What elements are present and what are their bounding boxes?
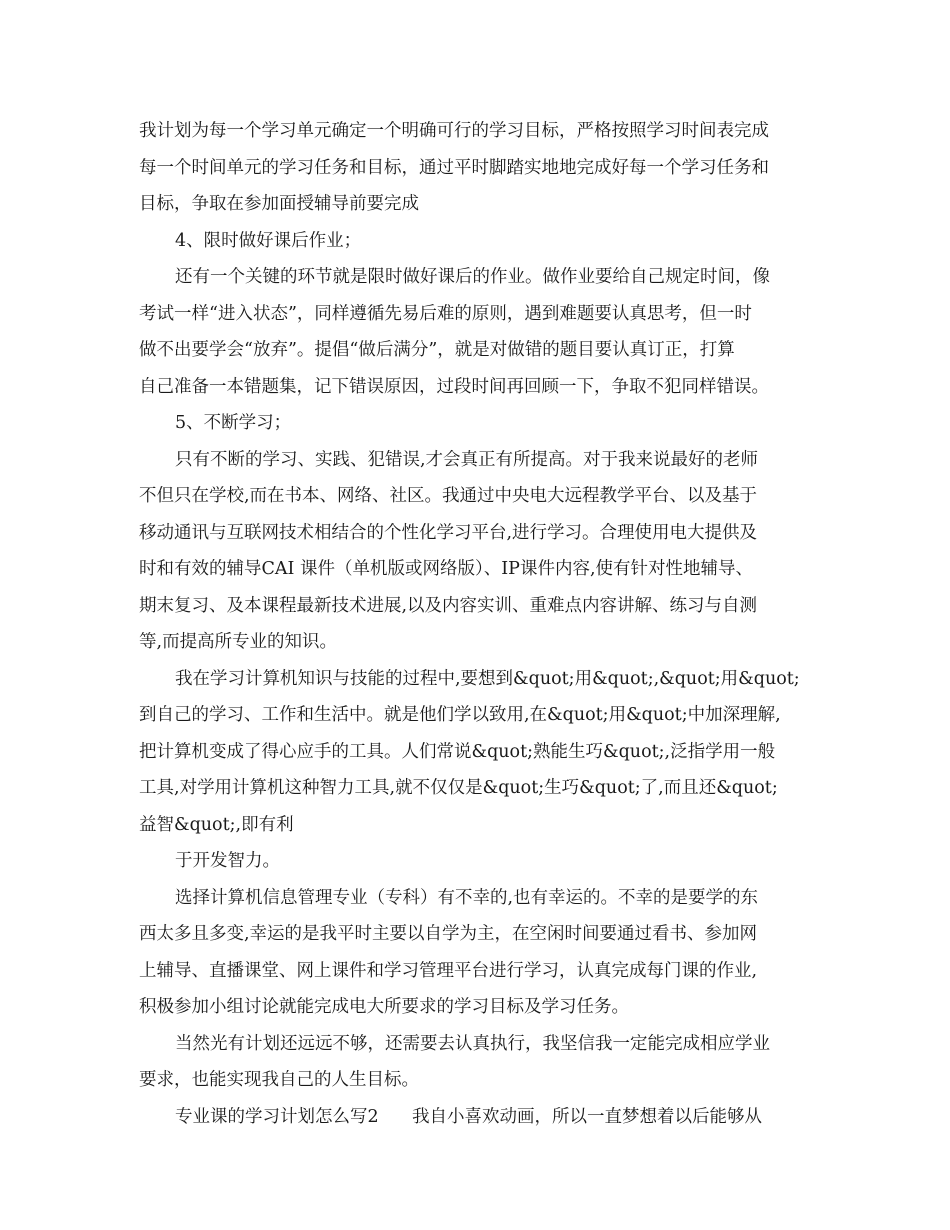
- text-line: 自己准备一本错题集，记下错误原因，过段时间再回顾一下，争取不犯同样错误。: [139, 377, 769, 397]
- text-line: 工具,对学用计算机这种智力工具,就不仅仅是&quot;生巧&quot;了,而且还&quot;: [139, 778, 778, 798]
- text-line: 移动通讯与互联网技术相结合的个性化学习平台,进行学习。合理使用电大提供及: [139, 523, 758, 543]
- section-title-line: 专业课的学习计划怎么写2 我自小喜欢动画，所以一直梦想着以后能够从: [175, 1107, 763, 1127]
- text-line: 做不出要学会“放弃”。提倡“做后满分”，就是对做错的题目要认真订正，打算: [139, 340, 735, 360]
- text-line: 时和有效的辅导CAI 课件（单机版或网络版）、IP课件内容,使有针对性地辅导、: [139, 559, 754, 579]
- text-line: 上辅导、直播课堂、网上课件和学习管理平台进行学习，认真完成每门课的作业,: [139, 961, 758, 981]
- text-line: 我计划为每一个学习单元确定一个明确可行的学习目标，严格按照学习时间表完成: [139, 121, 769, 141]
- text-line: 益智&quot;,即有利: [139, 815, 294, 835]
- text-line: 期末复习、及本课程最新技术进展,以及内容实训、重难点内容讲解、练习与自测: [139, 596, 758, 616]
- text-line: 于开发智力。: [175, 851, 280, 871]
- text-line: 到自己的学习、工作和生活中。就是他们学以致用,在&quot;用&quot;中加深理解,: [139, 705, 781, 725]
- text-line: 当然光有计划还远远不够，还需要去认真执行，我坚信我一定能完成相应学业: [175, 1034, 770, 1054]
- text-line: 积极参加小组讨论就能完成电大所要求的学习目标及学习任务。: [139, 997, 629, 1017]
- text-line: 西太多且多变,幸运的是我平时主要以自学为主，在空闲时间要通过看书、参加网: [139, 924, 758, 944]
- text-line: 不但只在学校,而在书本、网络、社区。我通过中央电大远程教学平台、以及基于: [139, 486, 758, 506]
- text-line: 目标，争取在参加面授辅导前要完成: [139, 194, 419, 214]
- text-line: 我在学习计算机知识与技能的过程中,要想到&quot;用&quot;,&quot;用&quot;: [175, 669, 800, 689]
- list-heading: 5、不断学习；: [175, 413, 292, 433]
- text-line: 考试一样“进入状态”，同样遵循先易后难的原则，遇到难题要认真思考，但一时: [139, 304, 752, 324]
- text-line: 每一个时间单元的学习任务和目标，通过平时脚踏实地地完成好每一个学习任务和: [139, 158, 769, 178]
- text-line: 要求，也能实现我自己的人生目标。: [139, 1070, 419, 1090]
- list-heading: 4、限时做好课后作业；: [175, 231, 362, 251]
- text-line: 只有不断的学习、实践、犯错误,才会真正有所提高。对于我来说最好的老师: [175, 450, 759, 470]
- text-line: 把计算机变成了得心应手的工具。人们常说&quot;熟能生巧&quot;,泛指学用一般: [139, 742, 776, 762]
- text-line: 选择计算机信息管理专业（专科）有不幸的,也有幸运的。不幸的是要学的东: [175, 888, 759, 908]
- text-line: 等,而提高所专业的知识。: [139, 632, 338, 652]
- text-line: 还有一个关键的环节就是限时做好课后的作业。做作业要给自己规定时间，像: [175, 267, 770, 287]
